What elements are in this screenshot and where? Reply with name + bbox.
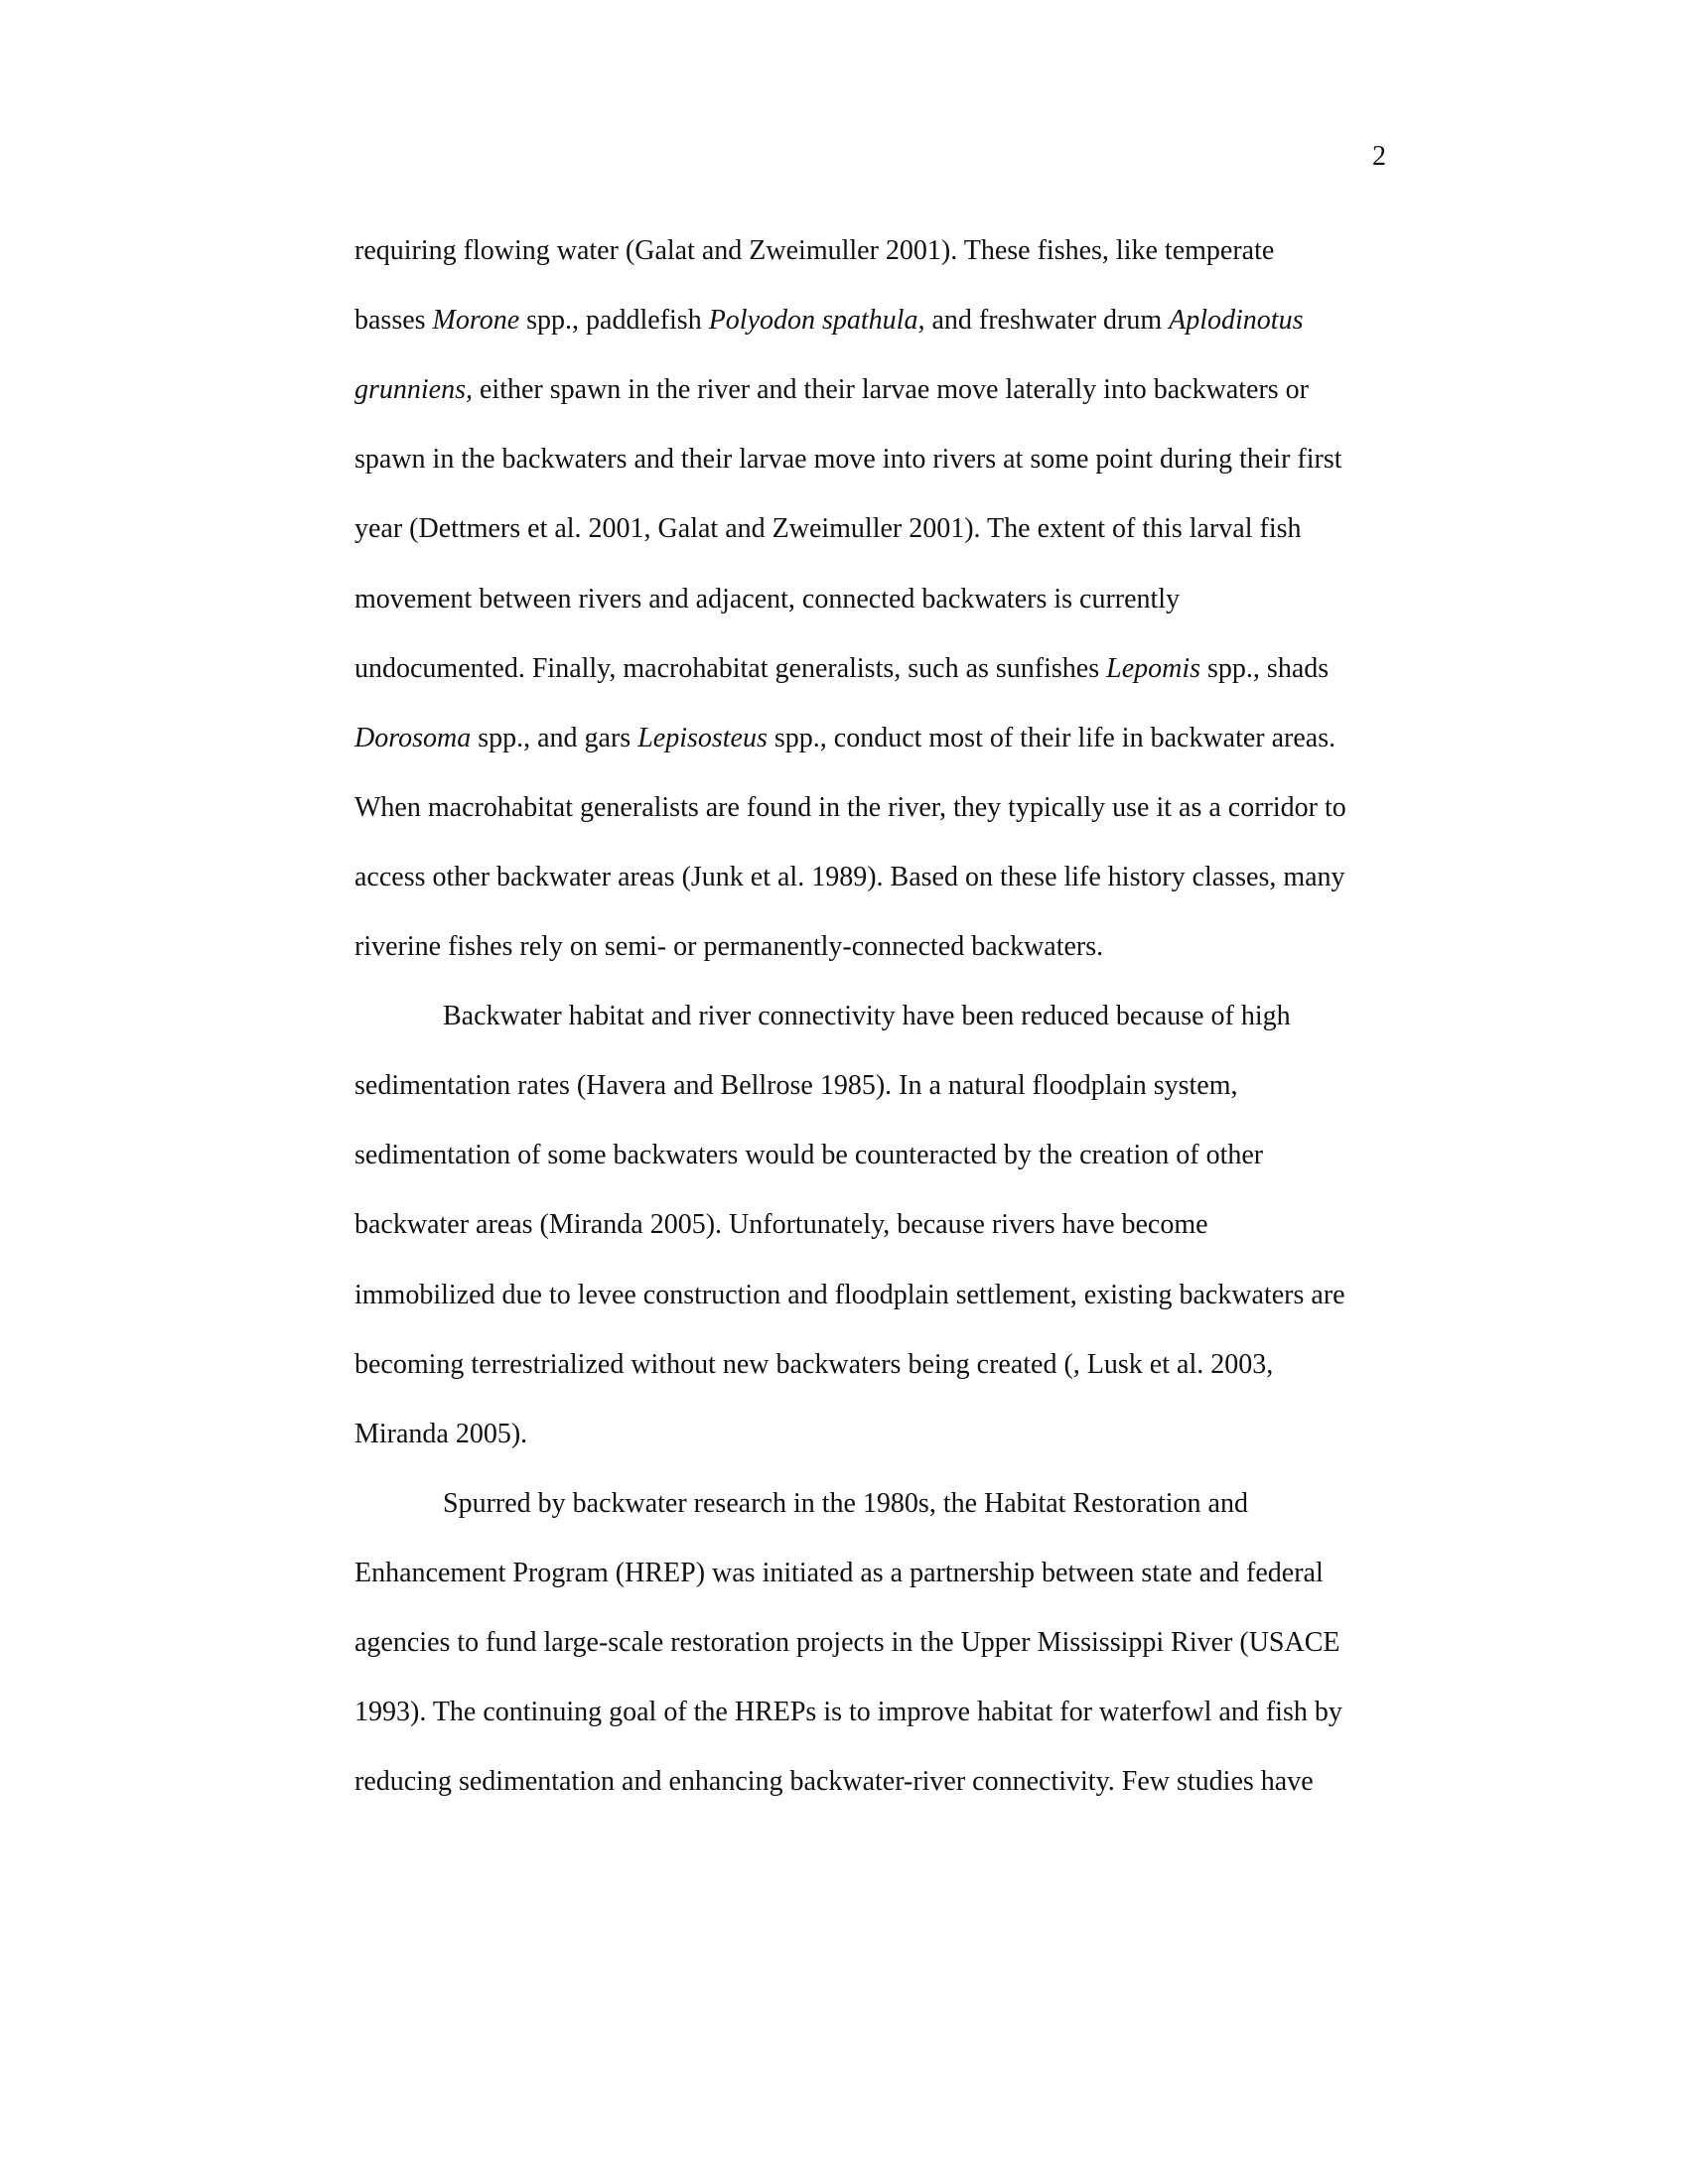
text-segment: undocumented. Finally, macrohabitat generalists, such as sunfishes [354,653,1107,684]
text-line [354,1557,1324,1590]
text-line [354,583,1180,616]
text-segment: riverine fishes rely on semi- or permanently-connected backwaters. [354,931,1104,962]
text-segment: spawn in the backwaters and their larvae move into rivers at some point during their first [354,444,1342,475]
italic-species-name: Lepisosteus [637,723,768,753]
text-segment: spp., conduct most of their life in backwater areas. [767,723,1336,753]
text-segment: and freshwater drum [924,305,1170,336]
text-line [354,443,1342,477]
italic-species-name: Aplodinotus [1169,305,1304,336]
text-line [354,304,1303,338]
text-line [354,234,1274,268]
text-line [354,1418,527,1451]
italic-species-name: grunniens, [354,374,473,405]
text-segment: spp., and gars [471,723,638,753]
text-segment: spp., shads [1200,653,1330,684]
text-line [354,1208,1208,1242]
text-segment: Miranda 2005). [354,1419,528,1449]
text-segment: spp., paddlefish [519,305,709,336]
text-line [354,512,1302,546]
text-segment: Backwater habitat and river connectivity have been reduced because of high [443,1001,1291,1031]
text-line [354,930,1103,964]
text-segment: sedimentation rates (Havera and Bellrose 1985). In a natural floodplain system, [354,1070,1238,1101]
text-line [354,861,1345,894]
text-line [354,1139,1263,1172]
text-segment: immobilized due to levee construction and floodplain settlement, existing backwaters are [354,1280,1345,1310]
text-line [354,1348,1273,1382]
text-segment: When macrohabitat generalists are found in the river, they typically use it as a corridor to [354,792,1346,823]
text-line [354,1765,1314,1799]
text-line [354,1626,1339,1660]
text-segment: basses [354,305,433,336]
text-line [354,791,1346,825]
text-segment: backwater areas (Miranda 2005). Unfortunately, because rivers have become [354,1209,1208,1240]
text-segment: requiring flowing water (Galat and Zweimuller 2001). These fishes, like temperate [354,235,1275,266]
text-line [354,652,1329,686]
text-segment: becoming terrestrialized without new backwaters being created (, Lusk et al. 2003, [354,1349,1274,1380]
text-line [443,1487,1248,1521]
page-number: 2 [1372,141,1386,172]
text-line [354,1696,1342,1729]
text-segment: sedimentation of some backwaters would be counteracted by the creation of other [354,1140,1264,1170]
text-line [354,373,1309,407]
text-segment: access other backwater areas (Junk et al. 1989). Based on these life history classes, many [354,862,1345,892]
text-line [354,722,1335,755]
text-segment: Enhancement Program (HREP) was initiated as a partnership between state and federal [354,1558,1324,1588]
text-line [443,1000,1291,1033]
text-segment: reducing sedimentation and enhancing backwater-river connectivity. Few studies have [354,1766,1314,1797]
text-segment: year (Dettmers et al. 2001, Galat and Zweimuller 2001). The extent of this larval fish [354,513,1302,544]
text-segment: either spawn in the river and their larvae move laterally into backwaters or [473,374,1309,405]
text-line [354,1069,1238,1103]
text-line [354,1279,1345,1312]
italic-species-name: Polyodon spathula, [708,305,925,336]
text-segment: 1993). The continuing goal of the HREPs is to improve habitat for waterfowl and fish by [354,1697,1342,1727]
italic-species-name: Morone [432,305,520,336]
italic-species-name: Dorosoma [354,723,472,753]
italic-species-name: Lepomis [1106,653,1201,684]
text-segment: movement between rivers and adjacent, connected backwaters is currently [354,584,1181,614]
text-segment: agencies to fund large-scale restoration projects in the Upper Mississippi River (USACE [354,1627,1340,1658]
text-segment: Spurred by backwater research in the 1980s, the Habitat Restoration and [443,1488,1248,1519]
